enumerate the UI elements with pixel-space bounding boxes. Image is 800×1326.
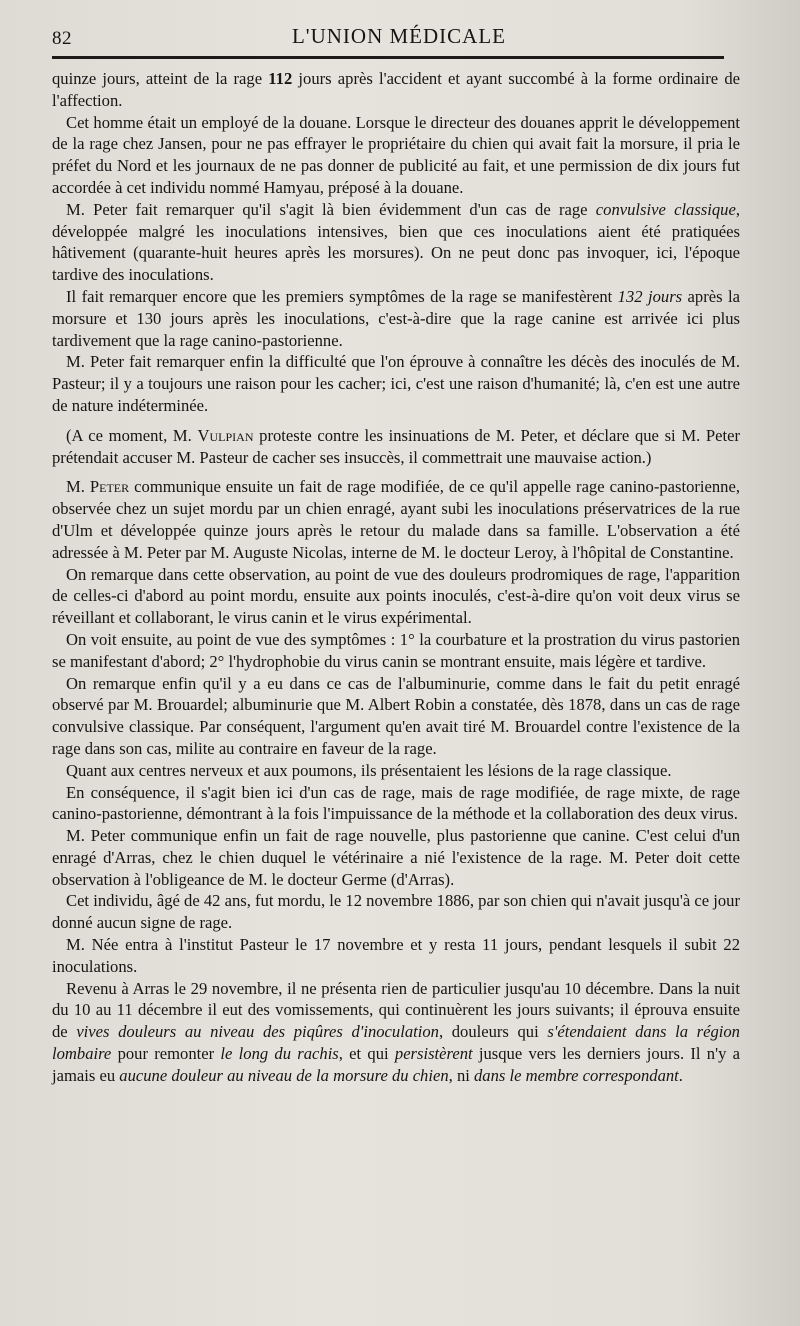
text-run: , douleurs qui xyxy=(438,1022,548,1042)
paragraph xyxy=(52,286,740,351)
text-run: On remarque dans cette observation, au point de vue des douleurs prodromiques de rage, l'apparition de celles-ci d'abord au point mordu, ensuite aux points inoculés, c'est-à-dire qu'on voit deux virus se réveillant et collaborant, le virus canin et le virus expérimental. xyxy=(52,564,740,628)
text-run: pour remonter xyxy=(111,1044,221,1064)
paragraph xyxy=(52,351,740,416)
paragraph xyxy=(52,476,740,563)
paragraph xyxy=(52,564,740,629)
text-run: Quant aux centres nerveux et aux poumons, ils présentaient les lésions de la rage classique. xyxy=(66,760,672,780)
text-run: après la morsure et 130 jours après les inoculations, c'est-à-dire que la rage canine est arrivée ici plus tardivement que la rage canino-pastorienne. xyxy=(52,286,740,350)
article-body xyxy=(52,68,740,1087)
italic-text: 132 jours xyxy=(617,286,683,306)
text-run: . xyxy=(678,1065,683,1085)
page-header xyxy=(52,20,746,54)
text-run: M. Peter fait remarquer qu'il s'agit là bien évidemment d'un cas de rage xyxy=(66,199,596,219)
small-caps-name: Vulpian xyxy=(197,425,254,445)
text-run: jours après l'accident et ayant succombé à la forme ordinaire de l'affection. xyxy=(52,69,740,110)
italic-text: s'étendaient dans la région lombaire xyxy=(52,1022,740,1064)
paragraph xyxy=(52,68,740,112)
paragraph xyxy=(52,673,740,760)
italic-text: dans le membre correspondant xyxy=(474,1065,679,1085)
italic-text: convulsive classique xyxy=(595,199,736,219)
text-run: proteste contre les insinuations de M. Peter, et déclare que si M. Peter prétendait accuser M. Pasteur de cacher ses insuccès, il commettrait une mauvaise action.) xyxy=(52,425,741,467)
paragraph xyxy=(52,199,740,286)
text-run: M. Née entra à l'institut Pasteur le 17 novembre et y resta 11 jours, pendant lesquels il subit 22 inoculations. xyxy=(52,935,740,976)
text-run: Cet homme était un employé de la douane. Lorsque le directeur des douanes apprit le développement de la rage chez Jansen, pour ne pas effrayer le propriétaire du chien qui avait fait la morsure, il pria le préfet du Nord et les journaux de ne pas donner de publicité au fait, et une permission de dix jours fut accordée à cet individu nommé Hamyau, préposé à la douane. xyxy=(52,112,740,197)
paragraph xyxy=(52,782,740,826)
text-run: On voit ensuite, au point de vue des symptômes : 1° la courbature et la prostration du virus pastorien se manifestant d'abord; 2° l'hydrophobie du virus canin se montrant ensuite, mais légère et tardive. xyxy=(52,629,740,671)
text-run: Cet individu, âgé de 42 ans, fut mordu, le 12 novembre 1886, par son chien qui n'avait jusqu'à ce jour donné aucun signe de rage. xyxy=(52,891,740,933)
paragraph xyxy=(52,825,740,890)
paragraph xyxy=(52,934,740,978)
italic-text: vives douleurs au niveau des piqûres d'inoculation xyxy=(76,1022,439,1042)
text-run: On remarque enfin qu'il y a eu dans ce cas de l'albuminurie, comme dans le fait du petit enragé observé par M. Brouardel; albuminurie que M. Albert Robin a constatée, dès 1878, dans un cas de rage convulsive classique. Par conséquent, l'argument qu'en avait tiré M. Brouardel contre l'existence de la rage dans son cas, milite au contraire en faveur de la rage. xyxy=(52,673,740,758)
text-run: jusque vers les derniers jours. Il n'y a jamais eu xyxy=(52,1044,740,1085)
text-run: Il fait remarquer encore que les premiers symptômes de la rage se manifestèrent xyxy=(66,286,618,306)
paragraph xyxy=(52,978,740,1087)
paragraph xyxy=(52,112,740,199)
text-run: M. xyxy=(66,477,90,497)
text-run: quinze jours, atteint de la rage xyxy=(52,69,269,88)
header-rule xyxy=(52,56,724,59)
page-number: 82 xyxy=(52,28,72,49)
text-run: M. Peter communique enfin un fait de rage nouvelle, plus pastorienne que canine. C'est celui d'un enragé d'Arras, chez le chien duquel le vétérinaire a nié l'existence de la rage. M. Peter doit cette observation à l'obligeance de M. le docteur Germe (d'Arras). xyxy=(52,826,740,889)
emphasized-number: 112 xyxy=(268,69,293,88)
italic-text: aucune douleur au niveau de la morsure du chien xyxy=(119,1065,449,1085)
paragraph xyxy=(52,425,740,469)
paragraph xyxy=(52,760,740,782)
text-run: Revenu à Arras le 29 novembre, il ne présenta rien de particulier jusqu'au 10 décembre. Dans la nuit du 10 au 11 décembre il eut des vomissements, qui continuèrent les jours suivants; il éprouva ensuite de xyxy=(52,978,740,1042)
italic-text: le long du rachis xyxy=(220,1044,339,1064)
text-run: M. Peter fait remarquer enfin la difficulté que l'on éprouve à connaître les décès des inoculés de M. Pasteur; il y a toujours une raison pour les cacher; ici, c'est une raison d'humanité; là, c'en est une autre de nature indéterminée. xyxy=(52,352,740,415)
italic-text: persistèrent xyxy=(394,1044,473,1064)
paragraph xyxy=(52,629,740,673)
running-title: L'UNION MÉDICALE xyxy=(291,24,506,48)
paragraph xyxy=(52,890,740,934)
text-run: En conséquence, il s'agit bien ici d'un cas de rage, mais de rage modifiée, de rage mixte, de rage canino-pastorienne, démontrant à la fois l'impuissance de la méthode et la collaboration des deux virus. xyxy=(52,782,740,824)
text-run: , ni xyxy=(448,1065,474,1085)
text-run: , et qui xyxy=(338,1044,395,1064)
text-run: communique ensuite un fait de rage modifiée, de ce qu'il appelle rage canino-pastorienne, observée chez un sujet mordu par un chien enragé, ayant subi les inoculations préservatrices de la rue d'Ulm et développée quinze jours après le retour du malade dans sa famille. L'observation a été adressée à M. Peter par M. Auguste Nicolas, interne de M. le docteur Leroy, à l'hôpital de Constantine. xyxy=(52,477,740,562)
small-caps-name: Peter xyxy=(89,477,130,497)
text-run: , développée malgré les inoculations intensives, bien que ces inoculations aient été pratiquées hâtivement (quarante-huit heures après les morsures). On ne peut donc pas invoquer, ici, l'époque tardive des inoculations. xyxy=(52,199,740,285)
text-run: (A ce moment, M. xyxy=(66,425,198,445)
